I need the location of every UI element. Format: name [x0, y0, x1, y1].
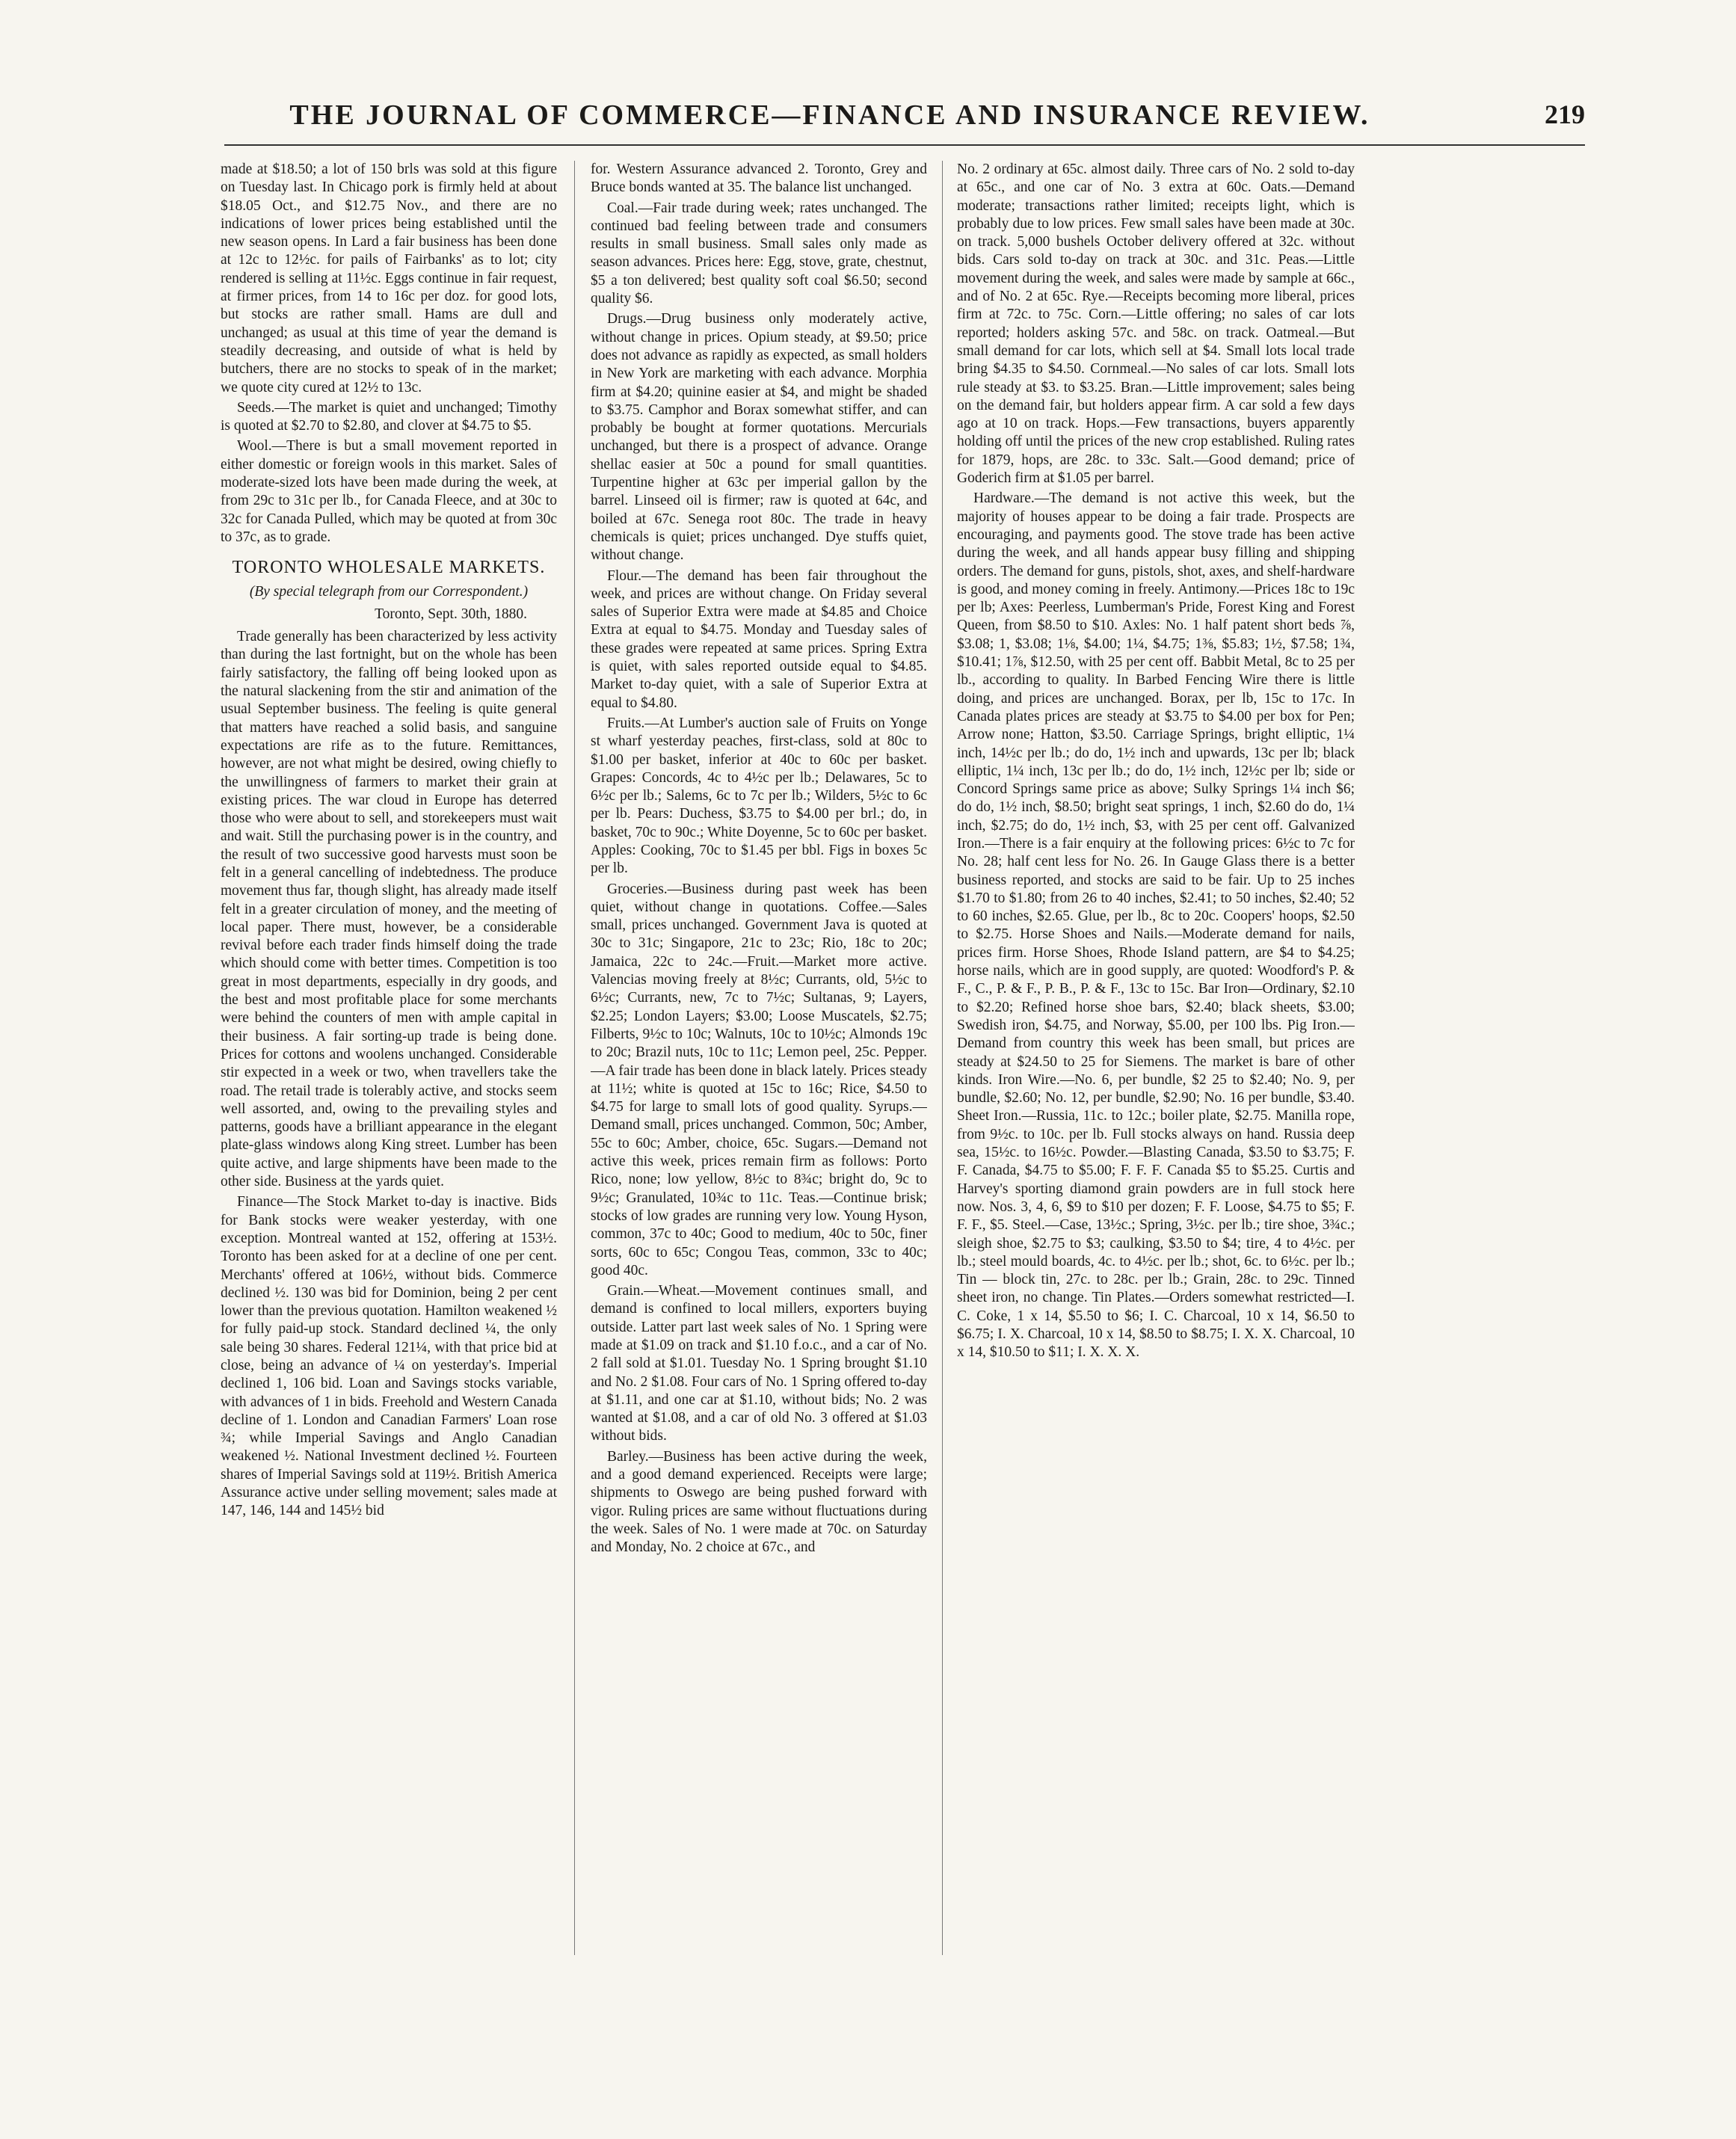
- section-subtitle: (By special telegraph from our Correspondent.): [249, 583, 529, 600]
- column-divider-2: [942, 161, 943, 1955]
- finance-continued-paragraph: for. Western Assurance advanced 2. Toronto, Grey and Bruce bonds wanted at 35. The balance list unchanged.: [591, 161, 927, 196]
- grain-wheat-paragraph: Grain.—Wheat.—Movement continues small, and demand is confined to local millers, exporters buying outside. Latter part last week sales of No. 1 Spring were made at $1.09 on track and $1.10 f.o.c., and a car of No. 2 fall sold at $1.01. Tuesday No. 1 Spring brought $1.10 and No. 2 $1.08. Four cars of No. 1 Spring offered to-day at $1.11, and one car at $1.10, without bids; No. 2 was wanted at $1.08, and a car of old No. 3 offered at $1.03 without bids.: [591, 1283, 927, 1444]
- trade-paragraph: Trade generally has been characterized by less activity than during the last fortnight, but on the whole has been fairly satisfactory, the falling off being looked upon as the natural slackening from the stir and animation of the usual September business. The feeling is quite general that matters have reached a solid basis, and sanguine expectations are rife as to the future. Remittances, however, are not what might be desired, owing chiefly to the unwillingness of farmers to market their grain at existing prices. The war cloud in Europe has deterred those who were about to sell, and storekeepers must wait and wait. Still the purchasing power is in the country, and the result of two successive good harvests must soon be felt in a general cancelling of indebtedness. The produce movement thus far, though slight, has already made itself felt in a greater circulation of money, and the meeting of local paper. There must, however, be a considerable revival before each trader finds himself doing the trade which should come with better times. Competition is too great in most departments, especially in dry goods, and the best and most profitable place for some merchants were behind the counters of men with ample capital in their business. A fair sorting-up trade is being done. Prices for cottons and woolens unchanged. Considerable stir expected in a week or two, when travellers take the road. The retail trade is tolerably active, and stocks seem well assorted, and, owing to the prevailing styles and patterns, goods have a brilliant appearance in the elegant plate-glass windows along King street. Lumber has been quite active, and large shipments have been made to the other side. Business at the yards quiet.: [221, 629, 557, 1190]
- pork-lard-paragraph: made at $18.50; a lot of 150 brls was sold at this figure on Tuesday last. In Chicago pork is firmly held at about $18.05 Oct., and $12.75 Nov., and there are no indications of lower prices being established until the new season opens. In Lard a fair business has been done at 12c to 12½c. for pails of Fairbanks' as to lot; city rendered is selling at 11½c. Eggs continue in fair request, at firmer prices, from 14 to 16c per doz. for good lots, but stocks are rather small. Hams are dull and unchanged; as usual at this time of year the demand is steadily decreasing, and outside of what is held by butchers, there are no stocks to speak of in the market; we quote city cured at 12½ to 13c.: [221, 161, 557, 396]
- drugs-paragraph: Drugs.—Drug business only moderately active, without change in prices. Opium steady, at $9.50; price does not advance as rapidly as expected, as small holders in New York are marketing with each advance. Morphia firm at $4.20; quinine easier at $4, and might be shaded to $3.75. Camphor and Borax somewhat stiffer, and can probably be bought at former quotations. Mercurials unchanged, but there is a prospect of advance. Orange shellac easier at 50c a pound for small quantities. Turpentine higher at 63c per imperial gallon by the barrel. Linseed oil is firmer; raw is quoted at 64c, and boiled at 67c. Senega root 80c. The trade in heavy chemicals is quiet; prices unchanged. Dye stuffs quiet, without change.: [591, 311, 927, 564]
- column-3: [957, 161, 1355, 1978]
- column-1: [221, 161, 557, 1978]
- page-header: [224, 91, 1585, 144]
- flour-paragraph: Flour.—The demand has been fair throughout the week, and prices are without change. On Friday several sales of Superior Extra were made at $4.85 and Choice Extra at equal to $4.75. Monday and Tuesday sales of these grades were repeated at same prices. Spring Extra is quiet, with sales reported outside equal to $4.85. Market to-day quiet, with a sale of Superior Extra at equal to $4.80.: [591, 567, 927, 711]
- section-title: TORONTO WHOLESALE MARKETS.: [232, 558, 546, 578]
- barley-paragraph: Barley.—Business has been active during the week, and a good demand experienced. Receipts were large; shipments to Oswego are being pushed forward with vigor. Ruling prices are same without fluctuations during the week. Sales of No. 1 were made at 70c. on Saturday and Monday, No. 2 choice at 67c., and: [591, 1448, 927, 1556]
- fruits-paragraph: Fruits.—At Lumber's auction sale of Fruits on Yonge st wharf yesterday peaches, first-class, sold at 80c to $1.00 per basket, inferior at 40c to 60c per basket. Grapes: Concords, 4c to 4½c per lb.; Delawares, 5c to 6½c per lb.; Salems, 6c to 7c per lb.; Wilders, 5½c to 6c per lb. Pears: Duchess, $3.75 to $4.00 per brl.; do, in basket, 70c to 90c.; White Doyenne, 5c to 60c per basket. Apples: Cooking, 70c to $1.45 per bbl. Figs in boxes 5c per lb.: [591, 715, 927, 877]
- finance-paragraph: Finance—The Stock Market to-day is inactive. Bids for Bank stocks were weaker yesterday, with one exception. Montreal wanted at 152, offering at 153½. Toronto has been asked for at a decline of one per cent. Merchants' offered at 106½, without bids. Commerce declined ½. 130 was bid for Dominion, being 2 per cent lower than the previous quotation. Hamilton weakened ½ for fully paid-up stock. Standard declined ¼, the only sale being 30 shares. Federal 121¼, with that price bid at close, being an advance of ¼ on yesterday's. Imperial declined 1, 106 bid. Loan and Savings stocks variable, with advances of 1 in bids. Freehold and Western Canada decline of 1. London and Canadian Farmers' Loan rose ¾; while Imperial Savings and Anglo Canadian weakened ½. National Investment declined ½. Fourteen shares of Imperial Savings sold at 119½. British America Assurance active under selling movement; sales made at 147, 146, 144 and 145½ bid: [221, 1194, 557, 1519]
- seeds-paragraph: Seeds.—The market is quiet and unchanged; Timothy is quoted at $2.70 to $2.80, and clover at $4.75 to $5.: [221, 399, 557, 434]
- wool-paragraph: Wool.—There is but a small movement reported in either domestic or foreign wools in this market. Sales of moderate-sized lots have been made during the week, at from 29c to 31c per lb., for Canada Fleece, and at 30c to 32c for Canada Pulled, which may be quoted at from 30c to 37c, as to grade.: [221, 438, 557, 545]
- dateline: Toronto, Sept. 30th, 1880.: [375, 606, 527, 622]
- column-2: [591, 161, 927, 1978]
- column-divider-1: [574, 161, 575, 1955]
- journal-title: THE JOURNAL OF COMMERCE—FINANCE AND INSURANCE REVIEW.: [289, 99, 1370, 131]
- header-rule: [224, 144, 1585, 146]
- coal-paragraph: Coal.—Fair trade during week; rates unchanged. The continued bad feeling between trade and consumers results in small business. Small sales only made as season advances. Prices here: Egg, stove, grate, chestnut, $5 a ton delivered; best quality soft coal $6.50; second quality $6.: [591, 200, 927, 307]
- groceries-paragraph: Groceries.—Business during past week has been quiet, without change in quotations. Coffee.—Sales small, prices unchanged. Government Java is quoted at 30c to 31c; Singapore, 21c to 23c; Rio, 18c to 20c; Jamaica, 22c to 24c.—Fruit.—Market more active. Valencias moving freely at 8½c; Currants, old, 5½c to 6½c; Currants, new, 7c to 7½c; Sultanas, 9; Layers, $2.25; London Layers; $3.00; Loose Muscatels, $2.75; Filberts, 9½c to 10c; Walnuts, 10c to 10½c; Almonds 19c to 20c; Brazil nuts, 10c to 11c; Lemon peel, 25c. Pepper.—A fair trade has been done in black lately. Prices steady at 11½; white is quoted at 15c to 16c; Rice, $4.50 to $4.75 for large to small lots of good quality. Syrups.—Demand small, prices unchanged. Common, 50c; Amber, 55c to 60c; Amber, choice, 65c. Sugars.—Demand not active this week, prices remain firm as follows: Porto Rico, none; low yellow, 8½c to 8¾c; bright do, 9c to 9½c; Granulated, 10¾c to 11c. Teas.—Continue brisk; stocks of low grades are running very low. Young Hyson, common, 37c to 40c; Good to medium, 40c to 50c, finer sorts, 60c to 65c; Congou Teas, common, 33c to 40c; good 40c.: [591, 881, 927, 1278]
- hardware-paragraph: Hardware.—The demand is not active this week, but the majority of houses appear to be doing a fair trade. Prospects are encouraging, and payments good. The stove trade has been active during the week, and all hands appear busy filling and shipping orders. The demand for guns, pistols, shot, axes, and shelf-hardware is good, and money coming in freely. Antimony.—Prices 18c to 19c per lb; Axes: Peerless, Lumberman's Pride, Forest King and Forest Queen, from $8.50 to $10. Axles: No. 1 half patent short beds ⅞, $3.08; 1, $3.08; 1⅛, $4.00; 1¼, $4.75; 1⅜, $5.83; 1½, $7.58; 1¾, $10.41; 1⅞, $12.50, with 25 per cent off. Babbit Metal, 8c to 25 per lb., according to quality. In Barbed Fencing Wire there is little doing, and prices are unchanged. Borax, per lb, 15c to 17c. In Canada plates prices are steady at $3.75 to $4.00 per box for Pen; Arrow none; Hatton, $3.50. Carriage Springs, bright elliptic, 1¼ inch, 14½c per lb.; do do, 1½ inch and upwards, 13c per lb; black elliptic, 1¼ inch, 13c per lb.; do do, 1½ inch, 12½c per lb; side or Concord Springs same price as above; Sulky Springs 1¼ inch $6; do do, 1½ inch, $8.50; bright seat springs, 1 inch, $2.60 do do, 1¼ inch, $2.75; do do, 1½ inch, $3, with 25 per cent off. Galvanized Iron.—There is a fair enquiry at the following prices: 6½c to 7c for No. 28; half cent less for No. 26. In Gauge Glass there is a better business reported, and stocks are said to be fair. Up to 25 inches $1.70 to $1.80; from 26 to 40 inches, $2.41; to 50 inches, $2.40; 52 to 60 inches, $2.65. Glue, per lb., 8c to 20c. Coopers' hoops, $2.50 to $2.75. Horse Shoes and Nails.—Moderate demand for nails, prices firm. Horse Shoes, Rhode Island pattern, are $4 to $4.25; horse nails, which are in good supply, are quoted: Woodford's P. & F., C., P. & F., P. B., P. & F., 13c to 15c. Bar Iron—Ordinary, $2.10 to $2.20; Refined horse shoe bars, $2.40; black sheets, $3.00; Swedish iron, $4.75, and Norway, $5.00, per 100 lbs. Pig Iron.—Demand from country this week has been small, but prices are steady at $24.50 to 25 for Siemens. The market is bare of other kinds. Iron Wire.—No. 6, per bundle, $2 25 to $2.40; No. 9, per bundle, $2.60; No. 12, per bundle, $2.90; No. 16 per bundle, $3.40. Sheet Iron.—Russia, 11c. to 12c.; boiler plate, $2.75. Manilla rope, from 9½c. to 10c. per lb. Full stocks always on hand. Russia deep sea, 15½c. to 16½c. Powder.—Blasting Canada, $3.50 to $3.75; F. F. Canada, $4.75 to $5.00; F. F. F. Canada $5 to $5.25. Curtis and Harvey's sporting diamond grain powders are in full stock here now. Nos. 3, 4, 6, $9 to $10 per dozen; F. F. Loose, $4.75 to $5; F. F. F., $5. Steel.—Case, 13½c.; Spring, 3½c. per lb.; tire shoe, 3¾c.; sleigh shoe, $2.75 to $3; caulking, $3.50 to $4; tire, 4 to 4½c. per lb.; steel mould boards, 4c. to 4½c. per lb.; shot, 6c. to 6½c. per lb.; Tin — block tin, 27c. to 28c. per lb.; Grain, 28c. to 29c. Tinned sheet iron, no change. Tin Plates.—Orders somewhat restricted—I. C. Coke, 1 x 14, $5.50 to $6; I. C. Charcoal, 10 x 14, $6.50 to $6.75; I. X. Charcoal, 10 x 14, $8.50 to $8.75; I. X. X. Charcoal, 10 x 14, $10.50 to $11; I. X. X. X.: [957, 490, 1355, 1361]
- grain-continued-paragraph: No. 2 ordinary at 65c. almost daily. Three cars of No. 2 sold to-day at 65c., and one car of No. 3 extra at 60c. Oats.—Demand moderate; transactions rather limited; receipts light, which is probably due to low prices. Few small sales have been made at 30c. on track. 5,000 bushels October delivery offered at 32c. without bids. Cars sold to-day on track at 30c. and 31c. Peas.—Little movement during the week, and sales were made by sample at 66c., and of No. 2 at 65c. Rye.—Receipts becoming more liberal, prices firm at 72c. to 75c. Corn.—Little offering; no sales of car lots reported; holders asking 57c. and 58c. on track. Oatmeal.—But small demand for car lots, which sell at $4. Small lots local trade bring $4.35 to $4.50. Cornmeal.—No sales of car lots. Small lots rule steady at $3. to $3.25. Bran.—Little improvement; sales being on the demand fair, but holders appear firm. A car sold a few days ago at 10 on track. Hops.—Few transactions, buyers apparently holding off until the prices of the new crop established. Ruling rates for 1879, hops, are 28c. to 33c. Salt.—Good demand; price of Goderich firm at $1.05 per barrel.: [957, 161, 1355, 487]
- page-number: 219: [1545, 99, 1585, 129]
